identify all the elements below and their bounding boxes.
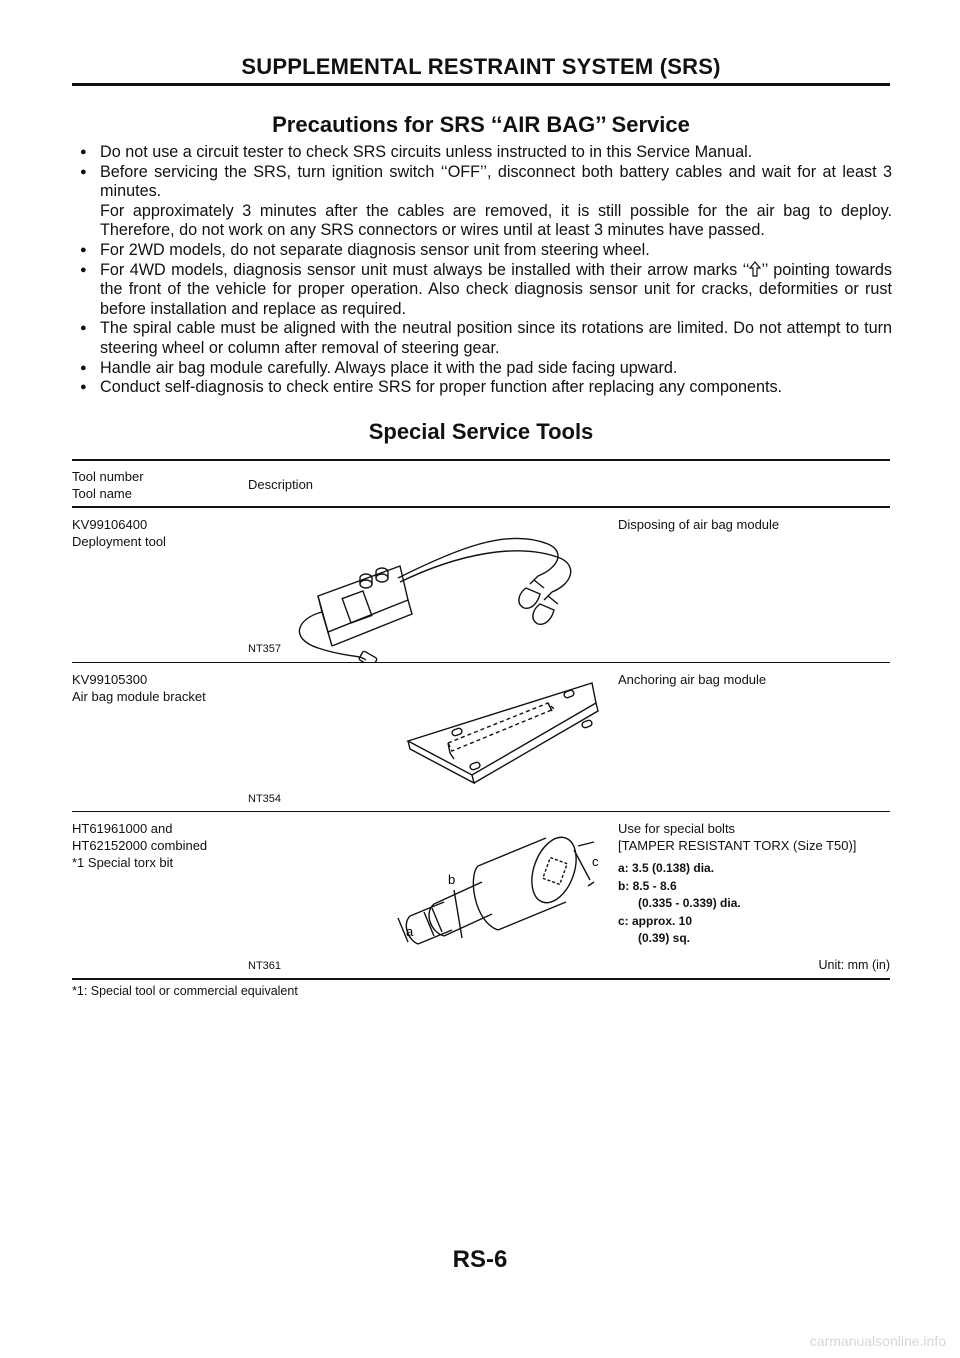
list-item: ● Before servicing the SRS, turn ignition switch ‘‘OFF’’, disconnect both battery cables and wait for at least 3 minutes. For approximately 3 minutes after the cables are removed, it is still possible for the air bag to deploy. Therefore, do not work on any SRS connectors or wires until at least 3 minutes have passed. — [80, 162, 892, 240]
tool-number: HT61961000 and — [72, 821, 173, 836]
table-row — [72, 508, 890, 662]
bullet-icon: ● — [80, 381, 87, 394]
tools-title: Special Service Tools — [368, 419, 594, 444]
precautions-list — [80, 143, 892, 398]
tool-description: Disposing of air bag module — [618, 517, 780, 532]
header-tool-number: Tool number — [72, 469, 144, 484]
running-header: SUPPLEMENTAL RESTRAINT SYSTEM (SRS) — [241, 54, 721, 79]
header-tool-name: Tool name — [72, 486, 132, 501]
watermark: carmanualsonline.info — [809, 1333, 946, 1349]
bullet-icon: ● — [80, 146, 87, 158]
list-item: ● For 2WD models, do not separate diagnosis sensor unit from steering wheel. — [80, 240, 650, 259]
header-description: Description — [248, 477, 314, 492]
table-header-row — [72, 461, 890, 506]
bracket-illustration — [248, 663, 608, 811]
torx-bit-illustration — [248, 812, 608, 978]
tool-name: *1 Special torx bit — [72, 855, 174, 870]
tool-number-2: HT62152000 combined — [72, 838, 208, 853]
list-item: ● The spiral cable must be aligned with the neutral position since its rotations are limited. Do not attempt to turn steering wheel or column after removal of steering gear. — [80, 319, 892, 357]
dimension-label-a: a — [406, 924, 414, 939]
precautions-title: Precautions for SRS ‘‘AIR BAG’’ Service — [272, 112, 690, 137]
table-row — [72, 663, 890, 811]
tools-table — [72, 459, 890, 998]
arrow-mark-icon — [749, 261, 761, 277]
unit-label: Unit: mm (in) — [818, 958, 890, 972]
bullet-icon: ● — [80, 322, 87, 335]
bullet-icon: ● — [80, 243, 87, 256]
tool-description: Anchoring air bag module — [618, 672, 767, 687]
list-item: ● Handle air bag module carefully. Always place it with the pad side facing upward. — [80, 358, 678, 377]
figure-code: NT354 — [248, 793, 282, 805]
tool-number: KV99105300 — [72, 672, 148, 687]
dimension-label-b: b — [448, 872, 456, 887]
header-rule — [72, 83, 890, 86]
list-item: ● Do not use a circuit tester to check SRS circuits unless instructed to in this Service Manual. — [80, 143, 753, 161]
table-bottom-rule — [72, 978, 890, 980]
tool-name: Deployment tool — [72, 534, 166, 549]
bullet-icon: ● — [80, 165, 87, 178]
tool-description: Use for special bolts [TAMPER RESISTANT TORX (Size T50)] a: 3.5 (0.138) dia. b: 8.5 - 8.6 (0.335 - 0.339) dia. c: approx. 10 (0.39) sq. — [618, 820, 890, 948]
deployment-tool-illustration — [248, 508, 608, 662]
bullet-icon: ● — [80, 361, 87, 374]
figure-code: NT357 — [248, 643, 282, 655]
table-row — [72, 812, 890, 978]
list-item: ● Conduct self-diagnosis to check entire SRS for proper function after replacing any components. — [80, 378, 783, 397]
figure-code: NT361 — [248, 960, 282, 972]
dimension-label-c: c — [592, 854, 599, 869]
page-number: RS-6 — [452, 1246, 508, 1273]
list-item: ● For 4WD models, diagnosis sensor unit must always be installed with their arrow marks ‘‘ ’’ pointing towards the front of the vehicle for proper operation. Also check diagnosis sensor unit for cracks, deformities or rust before installation and replace as required. — [80, 260, 892, 318]
tool-name: Air bag module bracket — [72, 689, 206, 704]
dimension-notes: a: 3.5 (0.138) dia. b: 8.5 - 8.6 (0.335 - 0.339) dia. c: approx. 10 (0.39) sq. — [618, 861, 741, 945]
tool-number: KV99106400 — [72, 517, 148, 532]
bullet-icon: ● — [80, 263, 87, 276]
table-footnote: *1: Special tool or commercial equivalent — [72, 984, 298, 998]
